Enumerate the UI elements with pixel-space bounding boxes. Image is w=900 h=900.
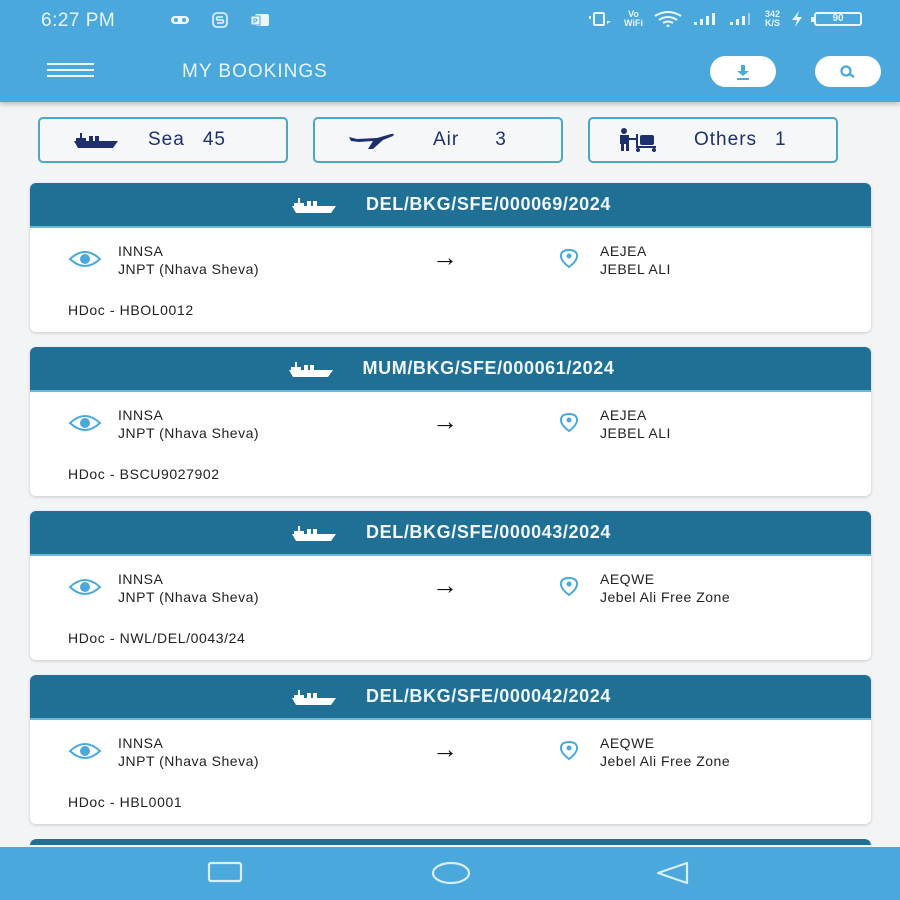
download-icon: [734, 63, 752, 81]
destination-code: AEJEA: [600, 243, 647, 259]
destination-code: AEJEA: [600, 407, 647, 423]
origin-code: INNSA: [118, 735, 164, 751]
battery-icon: 90: [814, 12, 862, 26]
search-icon: [838, 64, 858, 80]
gamepad-icon: [170, 14, 190, 26]
transport-filters: [38, 117, 838, 163]
wifi-icon: [653, 11, 683, 27]
origin-location: [118, 406, 259, 442]
home-icon[interactable]: [430, 861, 472, 885]
origin-name: JNPT (Nhava Sheva): [118, 261, 260, 277]
status-bar: [0, 0, 900, 40]
booking-card-header: [30, 839, 871, 845]
origin-location: [118, 570, 259, 606]
destination-name: Jebel Ali Free Zone: [600, 589, 731, 605]
destination-name: Jebel Ali Free Zone: [600, 753, 731, 769]
booking-card-header: [30, 675, 871, 720]
origin-name: JNPT (Nhava Sheva): [118, 753, 260, 769]
filter-sea-label: Sea: [148, 129, 185, 150]
status-time: 6:27 PM: [41, 10, 116, 31]
origin-code: INNSA: [118, 243, 164, 259]
booking-card[interactable]: [30, 511, 871, 660]
destination-pin-icon: [558, 576, 580, 598]
ship-icon: [287, 359, 337, 379]
signal-2-icon: [729, 12, 755, 26]
filter-sea[interactable]: [38, 117, 288, 163]
booking-card[interactable]: [30, 675, 871, 824]
airplane-icon: [347, 130, 397, 150]
hamburger-line: [47, 75, 94, 77]
destination-pin-icon: [558, 248, 580, 270]
ship-icon: [290, 523, 340, 543]
filter-others[interactable]: [588, 117, 838, 163]
svg-text:P: P: [253, 18, 258, 26]
powerpoint-icon: [250, 13, 270, 27]
destination-location: [600, 406, 671, 442]
download-button[interactable]: [710, 56, 776, 87]
origin-name: JNPT (Nhava Sheva): [118, 589, 260, 605]
filter-air[interactable]: [313, 117, 563, 163]
booking-number: DEL/BKG/SFE/000042/2024: [366, 686, 611, 706]
hdoc-number: HDoc - NWL/DEL/0043/24: [68, 630, 246, 646]
ship-icon: [72, 130, 122, 150]
hdoc-number: HDoc - HBOL0012: [68, 302, 194, 318]
filter-air-count: 3: [495, 129, 507, 150]
arrow-right-icon: →: [432, 406, 458, 436]
filter-others-count: 1: [775, 129, 787, 150]
porter-luggage-icon: [616, 128, 666, 152]
arrow-right-icon: →: [432, 242, 458, 272]
system-nav-bar: [0, 847, 900, 900]
app-bar: [0, 0, 900, 102]
net-speed: 342 K/S: [764, 9, 780, 28]
back-icon[interactable]: [655, 861, 691, 885]
recent-apps-icon[interactable]: [207, 861, 243, 883]
ship-icon: [290, 687, 340, 707]
page-title: MY BOOKINGS: [182, 61, 328, 82]
destination-name: JEBEL ALI: [600, 425, 671, 441]
filter-sea-count: 45: [202, 129, 226, 150]
status-left-icons: [170, 12, 270, 28]
origin-code: INNSA: [118, 571, 164, 587]
s-app-icon: [212, 12, 228, 28]
filter-others-label: Others: [694, 129, 758, 150]
booking-number: DEL/BKG/SFE/000043/2024: [366, 522, 611, 542]
origin-location: [118, 242, 259, 278]
filter-air-label: Air: [433, 129, 460, 150]
origin-code: INNSA: [118, 407, 164, 423]
destination-code: AEQWE: [600, 571, 655, 587]
search-button[interactable]: [815, 56, 881, 87]
booking-card[interactable]: [30, 183, 871, 332]
hdoc-number: HDoc - BSCU9027902: [68, 466, 220, 482]
destination-pin-icon: [558, 412, 580, 434]
booking-card[interactable]: [30, 347, 871, 496]
hamburger-icon: [47, 63, 94, 65]
origin-location-icon: [68, 576, 102, 598]
destination-name: JEBEL ALI: [600, 261, 671, 277]
destination-location: [600, 242, 671, 278]
menu-button[interactable]: [47, 63, 94, 81]
origin-location-icon: [68, 740, 102, 762]
hamburger-line: [47, 69, 94, 71]
destination-pin-icon: [558, 740, 580, 762]
destination-location: [600, 570, 730, 606]
origin-location-icon: [68, 412, 102, 434]
booking-card-header: [30, 183, 871, 228]
booking-number: DEL/BKG/SFE/000069/2024: [366, 194, 611, 214]
hdoc-number: HDoc - HBL0001: [68, 794, 183, 810]
destination-code: AEQWE: [600, 735, 655, 751]
booking-card-header: [30, 511, 871, 556]
vibrate-icon: [588, 12, 614, 26]
charging-icon: [790, 11, 804, 27]
signal-1-icon: [693, 12, 719, 26]
origin-location-icon: [68, 248, 102, 270]
origin-name: JNPT (Nhava Sheva): [118, 425, 260, 441]
status-right-icons: [588, 10, 862, 28]
booking-list[interactable]: [30, 183, 871, 859]
ship-icon: [290, 195, 340, 215]
arrow-right-icon: →: [432, 734, 458, 764]
vowifi-icon: Vo WiFi: [624, 9, 643, 28]
origin-location: [118, 734, 259, 770]
arrow-right-icon: →: [432, 570, 458, 600]
destination-location: [600, 734, 730, 770]
booking-number: MUM/BKG/SFE/000061/2024: [362, 358, 615, 378]
booking-card-header: [30, 347, 871, 392]
